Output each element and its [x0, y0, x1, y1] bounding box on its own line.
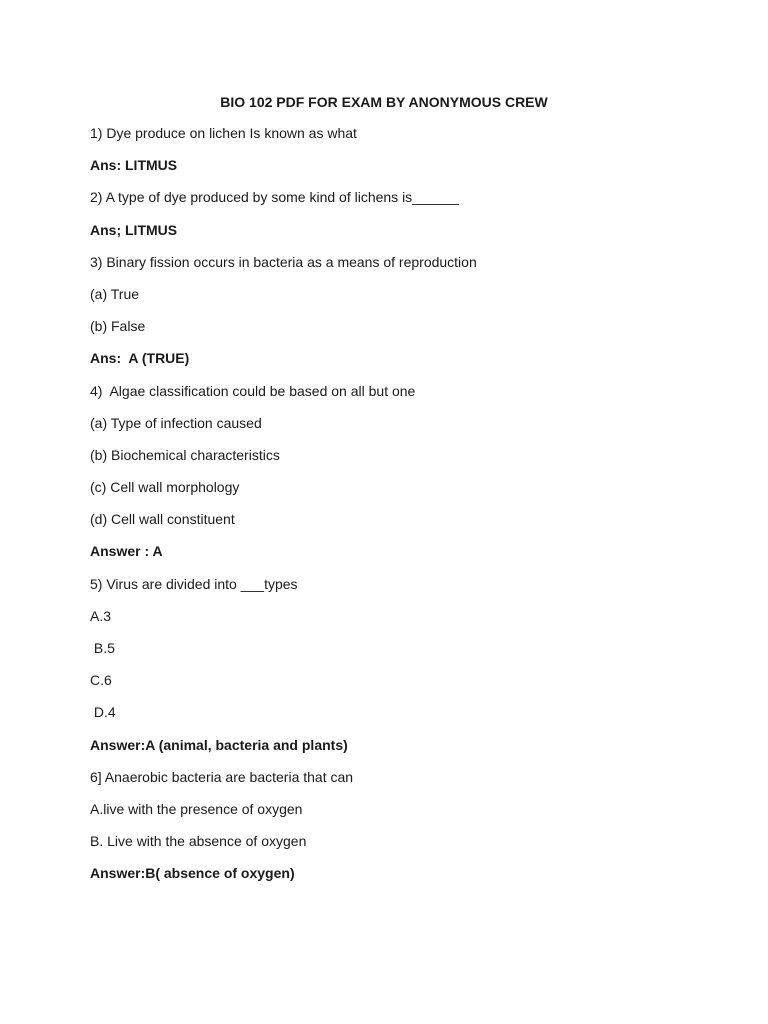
question-line: 6] Anaerobic bacteria are bacteria that can — [90, 768, 354, 785]
question-line: 4) Algae classification could be based on all but one — [90, 382, 416, 399]
question-line: (b) Biochemical characteristics — [90, 446, 280, 463]
question-line: (c) Cell wall morphology — [90, 479, 240, 496]
question-list — [90, 124, 730, 897]
question-line: 1) Dye produce on lichen Is known as what — [90, 125, 357, 141]
question-line: (a) True — [90, 285, 140, 302]
answer-line: Answer:B( absence of oxygen) — [90, 865, 295, 882]
question-line: C.6 — [90, 672, 112, 689]
question-line: (a) Type of infection caused — [90, 414, 262, 431]
answer-line: Answer:A (animal, bacteria and plants) — [90, 736, 348, 753]
question-line: 3) Binary fission occurs in bacteria as a means of reproduction — [90, 253, 477, 270]
question-line: A.3 — [90, 607, 112, 624]
question-line: 5) Virus are divided into ___types — [90, 575, 298, 592]
question-line: (b) False — [90, 318, 146, 335]
question-line: B. Live with the absence of oxygen — [90, 833, 307, 850]
answer-line: Answer : A — [90, 543, 163, 560]
question-line: B.5 — [90, 640, 115, 656]
answer-line: Ans: LITMUS — [90, 157, 178, 174]
question-line: A.live with the presence of oxygen — [90, 800, 303, 817]
answer-line: Ans; LITMUS — [90, 221, 178, 238]
question-line: 2) A type of dye produced by some kind of lichens is______ — [90, 189, 459, 206]
document-title: BIO 102 PDF FOR EXAM BY ANONYMOUS CREW — [220, 94, 548, 110]
question-line: (d) Cell wall constituent — [90, 511, 235, 528]
question-line: D.4 — [90, 704, 116, 721]
answer-line: Ans: A (TRUE) — [90, 350, 190, 367]
